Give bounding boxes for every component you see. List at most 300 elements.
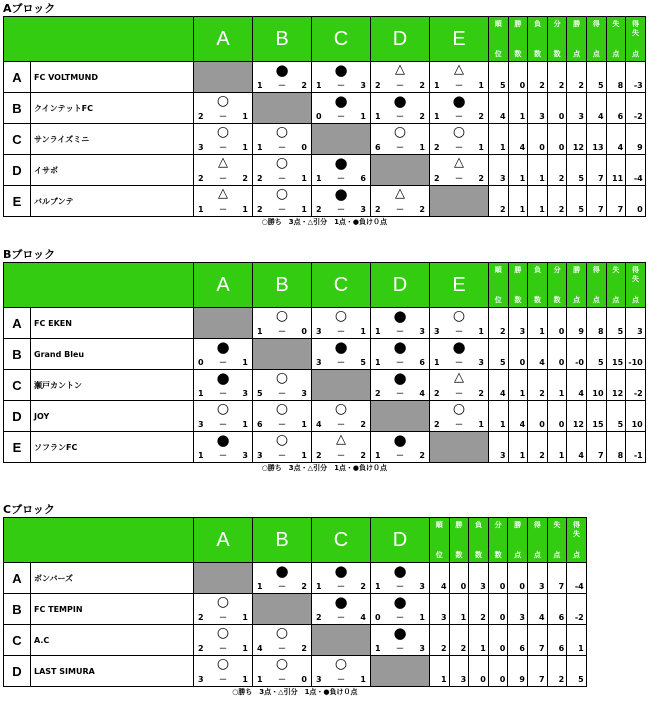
column-header-team: C (312, 518, 371, 563)
stat-cell (567, 124, 587, 155)
score-dash: － (455, 112, 463, 121)
goals-against: 1 (242, 112, 248, 121)
stat-value: 1 (558, 389, 565, 398)
match-result-cell (371, 563, 430, 594)
table-row (4, 155, 646, 186)
goals-for: 1 (434, 81, 440, 90)
column-header-stat (626, 17, 646, 62)
stat-value: 6 (558, 613, 565, 622)
stat-cell (469, 594, 489, 625)
score-dash: － (396, 644, 404, 653)
block-3 (3, 503, 587, 697)
column-header-team: D (371, 17, 430, 62)
goals-against: 1 (242, 420, 248, 429)
match-result-cell (430, 308, 489, 339)
goals-for: 2 (375, 205, 381, 214)
self-match-cell (430, 432, 489, 463)
stat-value: 0 (558, 420, 565, 429)
stat-header-top: 負 (533, 20, 541, 28)
goals-against: 3 (242, 451, 248, 460)
stat-value: 2 (480, 613, 486, 622)
stat-value: -4 (633, 174, 643, 183)
match-result-cell (312, 401, 371, 432)
goals-against: 1 (242, 644, 248, 653)
match-result-cell (371, 370, 430, 401)
match-score (374, 205, 426, 215)
row-letter: E (4, 186, 31, 217)
lose-mark-icon: ● (275, 562, 289, 580)
team-name: LAST SIMURA (31, 656, 194, 687)
goals-for: 1 (375, 451, 381, 460)
stat-value: 1 (519, 389, 526, 398)
goals-against: 1 (242, 358, 248, 367)
stat-cell (606, 370, 626, 401)
match-result-cell (194, 370, 253, 401)
draw-mark-icon: △ (454, 62, 464, 77)
team-name: ボンバーズ (31, 563, 194, 594)
goals-against: 1 (478, 81, 484, 90)
win-mark-icon: ○ (452, 308, 466, 324)
stat-value: 0 (539, 420, 545, 429)
score-dash: － (278, 675, 286, 684)
match-score (197, 112, 249, 122)
stat-cell (508, 594, 528, 625)
goals-for: 0 (375, 613, 381, 622)
match-score (197, 420, 249, 430)
match-score (433, 358, 485, 368)
match-score (315, 613, 367, 623)
match-result-cell (194, 432, 253, 463)
stat-value: 1 (558, 451, 565, 460)
match-result-cell (253, 432, 312, 463)
stat-value: 4 (519, 143, 526, 152)
scoring-legend: ○勝ち 3点・△引分 1点・●負け０点 (232, 688, 358, 696)
stat-value: 3 (480, 582, 486, 591)
stat-cell (528, 93, 548, 124)
win-mark-icon: ○ (275, 370, 289, 386)
win-mark-icon: ○ (216, 625, 230, 641)
goals-against: 4 (360, 613, 366, 622)
stat-value: 4 (539, 358, 545, 367)
stat-value: 9 (519, 675, 525, 684)
stat-cell (626, 308, 646, 339)
table-row (4, 625, 587, 656)
match-result-cell (430, 93, 489, 124)
score-dash: － (278, 451, 286, 460)
stat-value: 1 (500, 143, 506, 152)
goals-against: 1 (301, 420, 307, 429)
stat-value: -0 (575, 358, 584, 367)
stat-cell (586, 62, 606, 93)
score-dash: － (396, 81, 404, 90)
team-name: バルブンテ (31, 186, 194, 217)
table-row (4, 594, 587, 625)
stat-value: 7 (597, 451, 604, 460)
stat-value: 0 (499, 613, 506, 622)
column-header-team: B (253, 17, 312, 62)
self-match-cell (430, 186, 489, 217)
lose-mark-icon: ● (393, 92, 407, 110)
stat-value: 7 (558, 582, 565, 591)
stat-value: 1 (500, 420, 506, 429)
header-row (4, 263, 646, 308)
table-row (4, 563, 587, 594)
stat-cell (567, 155, 587, 186)
goals-for: 3 (434, 327, 440, 336)
lose-mark-icon: ● (216, 369, 230, 387)
score-dash: － (337, 358, 345, 367)
goals-against: 1 (301, 205, 307, 214)
stat-value: 15 (612, 358, 624, 367)
match-result-cell (430, 339, 489, 370)
goals-for: 3 (316, 675, 322, 684)
stat-cell (489, 93, 509, 124)
header-corner (4, 518, 194, 563)
stat-value: 9 (578, 327, 584, 336)
stat-value: 0 (519, 358, 526, 367)
stat-header-bottom: 数 (455, 551, 463, 559)
goals-for: 2 (434, 389, 440, 398)
goals-against: 5 (360, 358, 366, 367)
stat-header-top: 分 (553, 20, 561, 28)
stat-cell (449, 563, 469, 594)
lose-mark-icon: ● (393, 562, 407, 580)
match-result-cell (194, 594, 253, 625)
team-name: イサボ (31, 155, 194, 186)
win-mark-icon: ○ (275, 625, 289, 641)
stat-cell (449, 656, 469, 687)
column-header-stat (567, 263, 587, 308)
match-score (256, 420, 308, 430)
win-mark-icon: ○ (275, 401, 289, 417)
stat-value: -2 (633, 389, 643, 398)
goals-against: 1 (360, 675, 366, 684)
draw-mark-icon: △ (336, 432, 346, 447)
score-dash: － (278, 205, 286, 214)
stat-header-top: 勝 (455, 521, 463, 529)
lose-mark-icon: ● (452, 92, 466, 110)
goals-for: 1 (375, 358, 381, 367)
stat-header-bottom: 点 (631, 50, 639, 58)
stat-value: 3 (441, 613, 447, 622)
column-header-stat (606, 17, 626, 62)
row-letter: B (4, 339, 31, 370)
match-score (197, 389, 249, 399)
column-header-stat (508, 518, 528, 563)
header-corner (4, 17, 194, 62)
stat-value: 3 (637, 327, 643, 336)
column-header-stat (430, 518, 450, 563)
match-result-cell (312, 656, 371, 687)
match-score (256, 451, 308, 461)
goals-for: 1 (316, 174, 322, 183)
goals-for: 3 (198, 675, 204, 684)
match-result-cell (312, 186, 371, 217)
match-score (374, 143, 426, 153)
self-match-cell (194, 563, 253, 594)
score-dash: － (455, 389, 463, 398)
goals-for: 4 (316, 420, 322, 429)
score-dash: － (455, 81, 463, 90)
stat-value: -4 (574, 582, 584, 591)
stat-cell (567, 625, 587, 656)
stat-cell (527, 656, 547, 687)
stat-value: 9 (637, 143, 643, 152)
stat-value: 5 (578, 174, 584, 183)
goals-against: 1 (242, 143, 248, 152)
stat-cell (488, 594, 508, 625)
goals-for: 1 (434, 112, 440, 121)
row-letter: D (4, 656, 31, 687)
score-dash: － (337, 81, 345, 90)
row-letter: A (4, 62, 31, 93)
stat-cell (527, 594, 547, 625)
stat-header-bottom: 点 (533, 551, 541, 559)
match-score (256, 675, 308, 685)
stat-cell (606, 93, 626, 124)
stat-cell (489, 401, 509, 432)
stat-header-top: 順 (494, 20, 502, 28)
stat-cell (430, 625, 450, 656)
stat-header-bottom: 数 (533, 50, 541, 58)
draw-mark-icon: △ (454, 370, 464, 385)
goals-against: 1 (301, 174, 307, 183)
lose-mark-icon: ● (334, 154, 348, 172)
goals-against: 2 (419, 451, 425, 460)
stat-value: 1 (539, 174, 545, 183)
table-row (4, 370, 646, 401)
goals-for: 2 (375, 389, 381, 398)
table-row (4, 656, 587, 687)
draw-mark-icon: △ (218, 186, 228, 201)
stat-cell (567, 339, 587, 370)
score-dash: － (219, 613, 227, 622)
stat-value: 5 (617, 327, 624, 336)
match-score (374, 112, 426, 122)
stat-cell (489, 62, 509, 93)
stat-cell (626, 93, 646, 124)
match-result-cell (371, 186, 430, 217)
row-letter: B (4, 594, 31, 625)
stat-header-mid: 失 (631, 29, 639, 37)
stat-cell (567, 401, 587, 432)
stat-cell (508, 370, 528, 401)
stat-cell (508, 93, 528, 124)
stat-value: 5 (578, 205, 584, 214)
row-letter: C (4, 370, 31, 401)
stat-value: 8 (617, 451, 624, 460)
match-score (197, 205, 249, 215)
row-letter: C (4, 625, 31, 656)
score-dash: － (278, 174, 286, 183)
score-dash: － (278, 143, 286, 152)
match-score (256, 644, 308, 654)
match-score (315, 420, 367, 430)
match-score (374, 613, 426, 623)
stat-value: 7 (597, 205, 604, 214)
score-dash: － (278, 327, 286, 336)
goals-for: 3 (198, 143, 204, 152)
match-score (433, 389, 485, 399)
match-result-cell (430, 124, 489, 155)
stat-header-bottom: 数 (553, 50, 561, 58)
stat-value: 1 (519, 205, 526, 214)
match-result-cell (371, 339, 430, 370)
match-result-cell (312, 62, 371, 93)
block-title: Cブロック (3, 503, 55, 516)
match-score (433, 143, 485, 153)
win-mark-icon: ○ (275, 308, 289, 324)
stat-cell (528, 155, 548, 186)
stat-value: 2 (578, 81, 584, 90)
score-dash: － (396, 205, 404, 214)
goals-for: 1 (198, 389, 204, 398)
column-header-stat (527, 518, 547, 563)
column-header-stat (547, 17, 567, 62)
match-result-cell (194, 339, 253, 370)
stat-cell (626, 62, 646, 93)
self-match-cell (253, 339, 312, 370)
stat-value: 2 (539, 81, 545, 90)
match-result-cell (194, 93, 253, 124)
stat-value: 0 (480, 675, 486, 684)
column-header-team: E (430, 263, 489, 308)
stat-value: 7 (597, 174, 604, 183)
win-mark-icon: ○ (275, 155, 289, 171)
stat-header-top: 分 (553, 266, 561, 274)
goals-for: 1 (257, 327, 263, 336)
score-dash: － (219, 389, 227, 398)
goals-for: 2 (434, 420, 440, 429)
goals-against: 2 (419, 205, 425, 214)
goals-for: 2 (257, 205, 263, 214)
stat-value: 5 (597, 81, 604, 90)
win-mark-icon: ○ (216, 656, 230, 672)
stat-cell (606, 62, 626, 93)
score-dash: － (337, 613, 345, 622)
row-letter: A (4, 563, 31, 594)
stat-value: 2 (500, 327, 506, 336)
stat-header-bottom: 数 (494, 551, 502, 559)
stat-cell (489, 370, 509, 401)
score-dash: － (219, 358, 227, 367)
win-mark-icon: ○ (334, 656, 348, 672)
goals-against: 1 (478, 327, 484, 336)
match-result-cell (430, 155, 489, 186)
goals-against: 1 (301, 451, 307, 460)
column-header-team: D (371, 518, 430, 563)
stat-header-top: 失 (612, 20, 620, 28)
stat-header-bottom: 点 (514, 551, 522, 559)
match-result-cell (253, 656, 312, 687)
match-score (315, 174, 367, 184)
lose-mark-icon: ● (393, 369, 407, 387)
goals-for: 2 (434, 143, 440, 152)
stat-header-bottom: 位 (494, 296, 502, 304)
stat-value: 0 (539, 143, 545, 152)
match-score (315, 582, 367, 592)
score-dash: － (396, 143, 404, 152)
stat-cell (430, 656, 450, 687)
score-dash: － (219, 205, 227, 214)
score-dash: － (455, 327, 463, 336)
header-row (4, 518, 587, 563)
lose-mark-icon: ● (452, 338, 466, 356)
self-match-cell (312, 625, 371, 656)
stat-cell (606, 186, 626, 217)
match-score (197, 675, 249, 685)
win-mark-icon: ○ (216, 124, 230, 140)
win-mark-icon: ○ (275, 656, 289, 672)
goals-against: 0 (301, 327, 307, 336)
lose-mark-icon: ● (334, 562, 348, 580)
win-mark-icon: ○ (216, 401, 230, 417)
stat-value: 0 (637, 205, 643, 214)
column-header-stat (626, 263, 646, 308)
column-header-team: C (312, 263, 371, 308)
stat-header-top: 勝 (573, 20, 581, 28)
goals-against: 1 (242, 675, 248, 684)
goals-for: 2 (316, 451, 322, 460)
stat-cell (488, 625, 508, 656)
stat-value: 5 (578, 675, 584, 684)
stat-cell (528, 370, 548, 401)
goals-against: 3 (419, 582, 425, 591)
match-result-cell (194, 186, 253, 217)
goals-for: 6 (375, 143, 381, 152)
score-dash: － (396, 451, 404, 460)
stat-value: 4 (578, 451, 584, 460)
column-header-stat (488, 518, 508, 563)
win-mark-icon: ○ (452, 124, 466, 140)
match-score (374, 451, 426, 461)
stat-value: 13 (592, 143, 604, 152)
goals-against: 3 (360, 81, 366, 90)
stat-cell (547, 401, 567, 432)
match-score (197, 358, 249, 368)
column-header-team: B (253, 263, 312, 308)
stat-value: 2 (460, 644, 467, 653)
stat-cell (547, 62, 567, 93)
lose-mark-icon: ● (393, 338, 407, 356)
match-result-cell (194, 625, 253, 656)
team-name: 瀬戸カントン (31, 370, 194, 401)
self-match-cell (371, 401, 430, 432)
match-score (197, 174, 249, 184)
match-result-cell (430, 62, 489, 93)
row-letter: A (4, 308, 31, 339)
stat-cell (430, 563, 450, 594)
score-dash: － (337, 327, 345, 336)
match-score (256, 582, 308, 592)
stat-header-bottom: 位 (494, 50, 502, 58)
stat-header-top: 分 (494, 521, 502, 529)
stat-cell (547, 124, 567, 155)
column-header-stat (586, 263, 606, 308)
goals-against: 0 (301, 675, 307, 684)
match-result-cell (371, 625, 430, 656)
match-score (256, 143, 308, 153)
lose-mark-icon: ● (216, 338, 230, 356)
score-dash: － (396, 613, 404, 622)
stat-cell (489, 432, 509, 463)
score-dash: － (337, 420, 345, 429)
goals-for: 2 (198, 613, 204, 622)
stat-value: 2 (539, 451, 545, 460)
column-header-stat (469, 518, 489, 563)
stat-cell (586, 401, 606, 432)
stat-header-top: 勝 (573, 266, 581, 274)
